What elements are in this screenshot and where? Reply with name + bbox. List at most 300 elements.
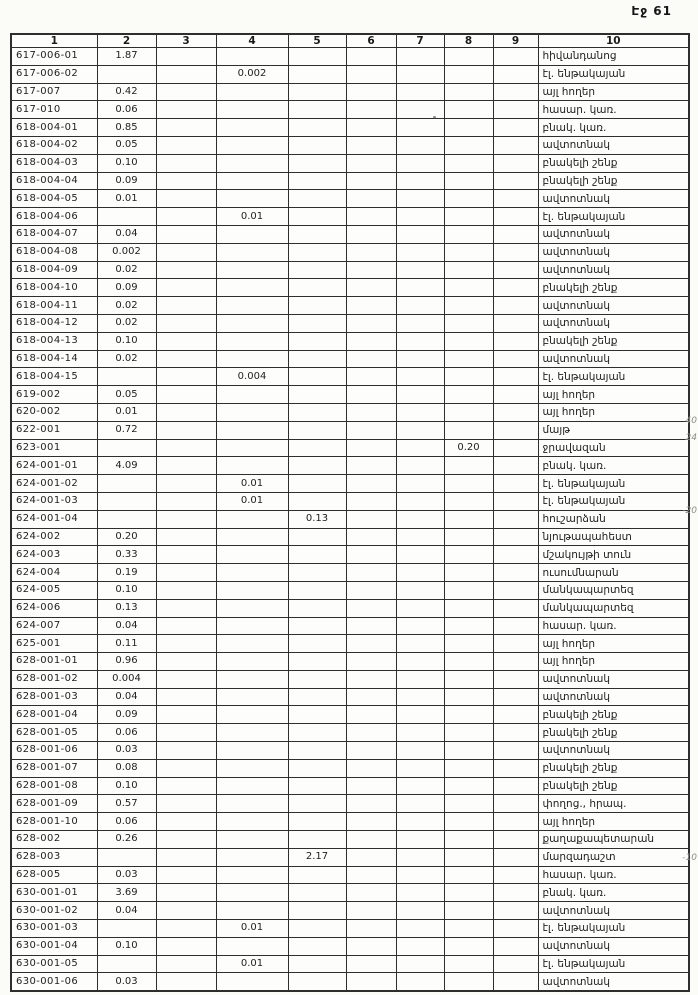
cell-code: 618-004-13 [11,332,97,350]
cell-landuse: այլ հողեր [538,813,689,831]
table-row [11,190,689,208]
cell-landuse: ավտոտնակ [538,937,689,955]
cell-value [156,777,216,795]
cell-value [288,920,346,938]
cell-value [288,475,346,493]
margin-annotation: 24 [685,433,697,443]
cell-value [97,65,156,83]
table-header-row [11,34,689,48]
cell-value: 0.85 [97,119,156,137]
cell-value [156,955,216,973]
cell-landuse: բնակելի շենք [538,724,689,742]
cell-value [396,599,444,617]
cell-landuse: էլ. ենթակայան [538,955,689,973]
cell-value [396,314,444,332]
cell-code: 617-007 [11,83,97,101]
cell-value [156,208,216,226]
cell-landuse: բնակ. կառ. [538,119,689,137]
header-cell: 3 [156,34,216,48]
cell-value [156,243,216,261]
table-row [11,421,689,439]
cell-value [493,48,538,66]
cell-value [444,795,493,813]
cell-value: 0.10 [97,154,156,172]
cell-value [216,386,288,404]
cell-value [216,154,288,172]
cell-value [156,937,216,955]
cell-landuse: ավտոտնակ [538,297,689,315]
cell-value [346,813,396,831]
table-row [11,670,689,688]
table-row [11,564,689,582]
cell-value [216,670,288,688]
cell-value [444,475,493,493]
table-row [11,225,689,243]
cell-value [444,973,493,991]
cell-landuse: ավտոտնակ [538,670,689,688]
cell-landuse: բնակելի շենք [538,154,689,172]
cell-code: 619-002 [11,386,97,404]
cell-code: 624-002 [11,528,97,546]
cell-value [444,136,493,154]
cell-value [346,386,396,404]
cell-value [156,332,216,350]
cell-value: 0.11 [97,635,156,653]
cell-value [396,386,444,404]
cell-value [156,884,216,902]
cell-value [288,314,346,332]
cell-value: 0.42 [97,83,156,101]
cell-value [288,902,346,920]
table-row [11,688,689,706]
cell-value [216,724,288,742]
cell-value [288,528,346,546]
cell-value [216,314,288,332]
cell-value [346,831,396,849]
cell-value [396,546,444,564]
cell-value [346,635,396,653]
cell-value [396,759,444,777]
cell-value: 0.004 [216,368,288,386]
cell-landuse: բնակ. կառ. [538,457,689,475]
cell-value [396,635,444,653]
cell-value: 0.10 [97,581,156,599]
cell-landuse: ավտոտնակ [538,136,689,154]
table-row [11,475,689,493]
cell-value [216,172,288,190]
cell-value [346,332,396,350]
cell-value [396,119,444,137]
cell-value [156,688,216,706]
cell-value: 0.01 [216,955,288,973]
cell-value [444,670,493,688]
cell-value [288,101,346,119]
cell-value [396,670,444,688]
cell-value [493,119,538,137]
cell-value [444,759,493,777]
cell-value: 0.19 [97,564,156,582]
cell-value [493,190,538,208]
cell-code: 630-001-02 [11,902,97,920]
cell-value [444,813,493,831]
cell-code: 618-004-14 [11,350,97,368]
cell-value [288,955,346,973]
cell-value [156,795,216,813]
page-number: Էջ 61 [631,4,672,18]
cell-value [216,581,288,599]
cell-code: 618-004-12 [11,314,97,332]
table-row [11,635,689,653]
cell-value [156,386,216,404]
cell-value [493,742,538,760]
table-row [11,902,689,920]
cell-value [346,261,396,279]
cell-code: 624-003 [11,546,97,564]
cell-code: 628-001-04 [11,706,97,724]
cell-value [444,243,493,261]
cell-value [396,492,444,510]
cell-value [396,154,444,172]
cell-value [396,653,444,671]
table-row [11,599,689,617]
cell-value [156,973,216,991]
table-body [11,48,689,992]
cell-value [493,492,538,510]
cell-value: 0.10 [97,332,156,350]
cell-value [396,848,444,866]
cell-value [288,831,346,849]
cell-value [288,973,346,991]
cell-code: 624-006 [11,599,97,617]
cell-value [444,777,493,795]
cell-value [493,795,538,813]
cell-code: 628-001-06 [11,742,97,760]
cell-value [346,48,396,66]
cell-value [156,706,216,724]
cell-value: 0.04 [97,688,156,706]
cell-value [444,937,493,955]
cell-value [346,314,396,332]
cell-code: 620-002 [11,403,97,421]
cell-value [346,973,396,991]
cell-code: 618-004-15 [11,368,97,386]
cell-value [156,848,216,866]
cell-value [156,368,216,386]
cell-code: 624-001-01 [11,457,97,475]
cell-value [444,314,493,332]
cell-landuse: մանկապարտեզ [538,581,689,599]
cell-value [444,261,493,279]
cell-value [156,119,216,137]
cell-value [444,955,493,973]
cell-value [288,136,346,154]
cell-value [346,670,396,688]
cell-value [156,101,216,119]
table-row [11,350,689,368]
cell-value [288,208,346,226]
cell-value [493,937,538,955]
cell-value [156,297,216,315]
cell-value [493,510,538,528]
header-cell: 7 [396,34,444,48]
cell-value [396,724,444,742]
cell-value [288,457,346,475]
cell-value: 4.09 [97,457,156,475]
table-row [11,172,689,190]
cell-landuse: մշակույթի տուն [538,546,689,564]
cell-value [346,546,396,564]
cell-landuse: բնակելի շենք [538,172,689,190]
cell-value [346,777,396,795]
cell-landuse: ավտոտնակ [538,742,689,760]
cell-value [346,243,396,261]
cell-value [444,742,493,760]
cell-landuse: բնակելի շենք [538,332,689,350]
cell-value: 0.02 [97,297,156,315]
cell-value [288,724,346,742]
table-row [11,386,689,404]
table-row [11,136,689,154]
cell-value [156,813,216,831]
cell-value [493,403,538,421]
cell-value [396,617,444,635]
table-row [11,937,689,955]
cell-value [216,653,288,671]
cell-value [346,510,396,528]
cell-value [396,920,444,938]
table-row [11,706,689,724]
cell-value [156,48,216,66]
cell-value [216,243,288,261]
cell-value [216,332,288,350]
cell-value [156,920,216,938]
cell-value [216,884,288,902]
cell-value [346,706,396,724]
cell-value: 0.02 [97,350,156,368]
cell-value [346,439,396,457]
cell-value [216,528,288,546]
cell-code: 618-004-04 [11,172,97,190]
cell-value [444,83,493,101]
cell-value [346,688,396,706]
cell-value [396,706,444,724]
cell-value [444,724,493,742]
cell-value [396,83,444,101]
cell-code: 628-005 [11,866,97,884]
cell-landuse: բնակելի շենք [538,777,689,795]
cell-landuse: այլ հողեր [538,653,689,671]
cell-value [493,706,538,724]
cell-landuse: հիվանդանոց [538,48,689,66]
header-cell: 6 [346,34,396,48]
cell-value: 0.04 [97,902,156,920]
cell-value [444,457,493,475]
cell-value: 0.05 [97,386,156,404]
cell-value [288,332,346,350]
cell-value [216,831,288,849]
cell-code: 630-001-04 [11,937,97,955]
cell-value: 0.06 [97,813,156,831]
cell-value [288,777,346,795]
cell-value [493,136,538,154]
cell-value [493,564,538,582]
cell-value [396,937,444,955]
cell-value: 0.01 [97,403,156,421]
cell-landuse: ջրավազան [538,439,689,457]
cell-value [216,403,288,421]
scan-speck [433,116,436,119]
cell-landuse: այլ հողեր [538,386,689,404]
cell-value: 0.03 [97,742,156,760]
cell-landuse: բնակելի շենք [538,279,689,297]
cell-value [346,279,396,297]
cell-value [216,777,288,795]
header-cell: 5 [288,34,346,48]
cell-value [156,475,216,493]
cell-code: 628-001-05 [11,724,97,742]
table-row [11,742,689,760]
cell-value [493,243,538,261]
cell-value [346,795,396,813]
cell-value [493,848,538,866]
cell-value [493,261,538,279]
cell-value [216,101,288,119]
cell-landuse: ավտոտնակ [538,973,689,991]
cell-value [444,279,493,297]
cell-value: 0.004 [97,670,156,688]
cell-value [346,920,396,938]
cell-value [493,955,538,973]
cell-value [346,208,396,226]
cell-value: 0.96 [97,653,156,671]
cell-value [493,65,538,83]
cell-value: 1.87 [97,48,156,66]
cell-value [396,510,444,528]
cell-code: 624-005 [11,581,97,599]
cell-value [396,403,444,421]
cell-code: 628-001-07 [11,759,97,777]
cell-value [396,190,444,208]
cell-code: 618-004-06 [11,208,97,226]
cell-value [346,136,396,154]
header-cell: 9 [493,34,538,48]
cell-value [97,848,156,866]
table-row [11,243,689,261]
cell-value [288,119,346,137]
cell-value [156,635,216,653]
cell-landuse: այլ հողեր [538,83,689,101]
cell-value [288,386,346,404]
cell-value [216,795,288,813]
cell-value: 0.002 [97,243,156,261]
cell-value [346,724,396,742]
cell-value [216,439,288,457]
header-cell: 10 [538,34,689,48]
cell-value [493,724,538,742]
cell-value [444,635,493,653]
cell-value [156,190,216,208]
cell-value [396,172,444,190]
cell-value [444,546,493,564]
cell-value [156,261,216,279]
cell-value [216,510,288,528]
cell-value: 0.72 [97,421,156,439]
cell-value: 0.09 [97,279,156,297]
cell-value [216,813,288,831]
cell-value: 0.002 [216,65,288,83]
cell-value [396,279,444,297]
cell-value [444,492,493,510]
table-row [11,83,689,101]
cell-value: 0.02 [97,261,156,279]
cell-value [396,136,444,154]
cell-landuse: հասար. կառ. [538,617,689,635]
cell-value [444,350,493,368]
table-row [11,403,689,421]
cell-code: 628-001-02 [11,670,97,688]
cell-landuse: էլ. ենթակայան [538,65,689,83]
cell-value [156,831,216,849]
cell-code: 628-001-09 [11,795,97,813]
cell-landuse: այլ հողեր [538,635,689,653]
cell-value [156,403,216,421]
table-row [11,492,689,510]
cell-value [396,795,444,813]
cell-value [396,777,444,795]
cell-value [444,848,493,866]
cell-value [493,101,538,119]
cell-value [493,973,538,991]
cell-value: 0.04 [97,225,156,243]
cell-value [288,813,346,831]
cell-value [288,403,346,421]
cell-code: 624-007 [11,617,97,635]
cell-value: 0.13 [97,599,156,617]
cell-value [493,599,538,617]
cell-value [493,350,538,368]
cell-value [216,973,288,991]
cell-value [444,172,493,190]
cell-value [288,706,346,724]
cell-landuse: ավտոտնակ [538,190,689,208]
cell-code: 628-001-10 [11,813,97,831]
cell-value [396,421,444,439]
cell-value [156,457,216,475]
cell-value [493,457,538,475]
cell-value [156,439,216,457]
cell-value [288,653,346,671]
cell-value [346,421,396,439]
cell-value [493,421,538,439]
cell-landuse: ավտոտնակ [538,314,689,332]
cell-value [216,706,288,724]
cell-value [288,243,346,261]
cell-value: 0.01 [216,208,288,226]
cell-value [493,617,538,635]
cell-value [444,368,493,386]
cell-value [288,190,346,208]
cell-landuse: հուշարձան [538,510,689,528]
cell-value [288,884,346,902]
cell-code: 624-001-03 [11,492,97,510]
cell-code: 618-004-07 [11,225,97,243]
cell-value: 0.33 [97,546,156,564]
cell-value [156,83,216,101]
table-row [11,955,689,973]
cell-value [156,546,216,564]
cell-value [396,866,444,884]
cell-value [396,902,444,920]
